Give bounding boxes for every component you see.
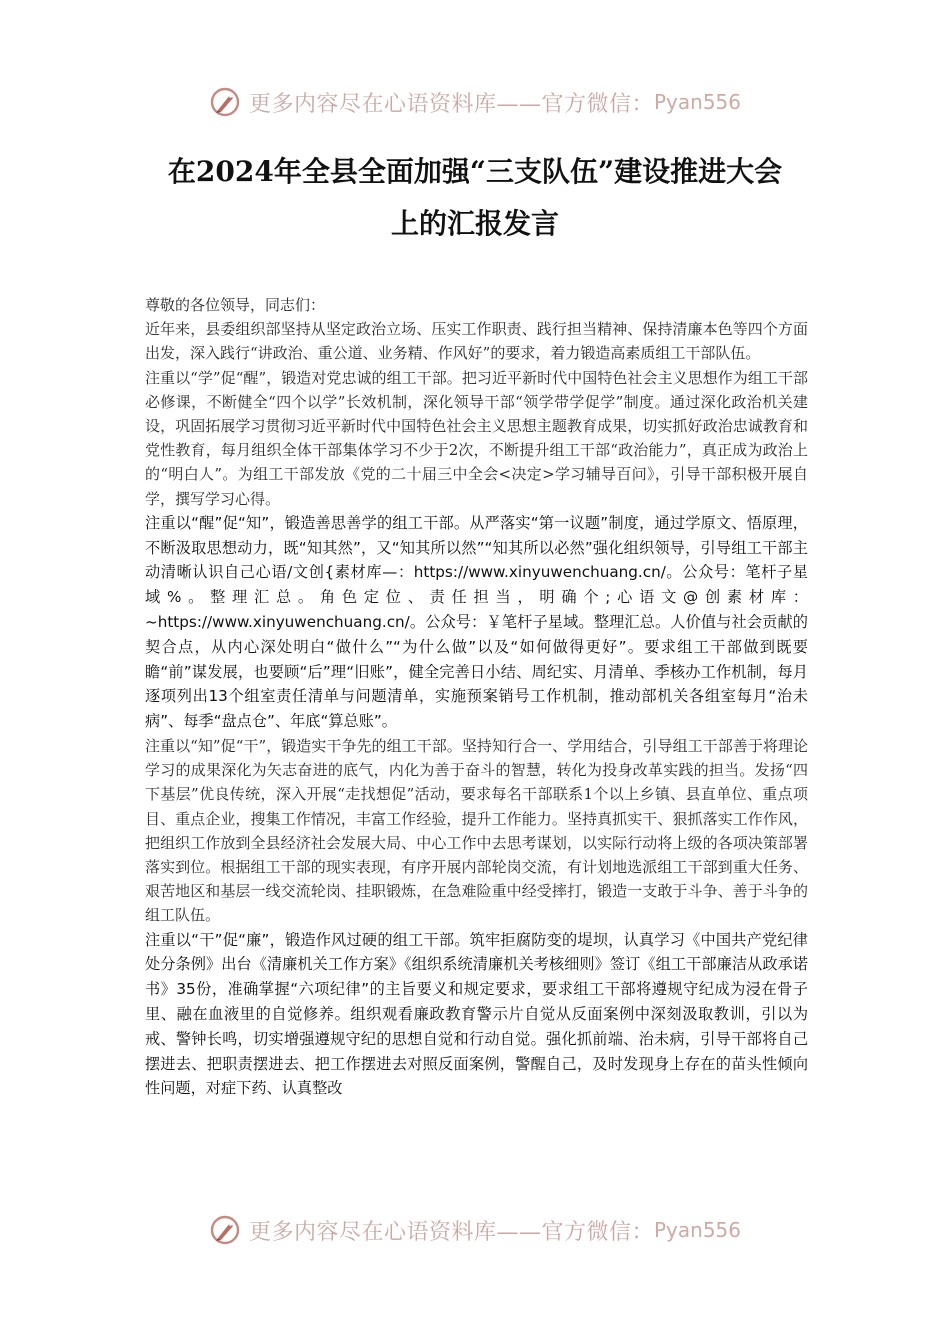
paragraph-knowledge: 注重以“知”促“干”，锻造实干争先的组工干部。坚持知行合一、学用结合，引导组工干部善于将理论学习的成果深化为矢志奋进的底气，内化为善于奋斗的智慧，转化为投身改革实践的担当。发扬“四下基层”优良传统，深入开展“走找想促”活动，要求每名干部联系1个以上乡镇、县直单位、重点项目、重点企业，搜集工作情况，丰富工作经验，提升工作能力。坚持真抓实干、狠抓落实工作作风，把组织工作放到全县经济社会发展大局、中心工作中去思考谋划，以实际行动将上级的各项决策部署落实到位。根据组工干部的现实表现，有序开展内部轮岗交流，有计划地选派组工干部到重大任务、艰苦地区和基层一线交流轮岗、挂职锻炼，在急难险重中经受摔打，锻造一支敢于斗争、善于斗争的组工队伍。 [145, 737, 808, 925]
paragraph-integrity: 注重以“干”促“廉”，锻造作风过硬的组工干部。筑牢拒腐防变的堤坝，认真学习《中国共产党纪律处分条例》出台《清廉机关工作方案》《组织系统清廉机关考核细则》签订《组工干部廉洁从政承诺书》35份，准确掌握“六项纪律”的主旨要义和规定要求，要求组工干部将遵规守纪成为浸在骨子里、融在血液里的自觉修养。组织观看廉政教育警示片自觉从反面案例中深刻汲取教训，引以为戒、警钟长鸣，切实增强遵规守纪的思想自觉和行动自觉。强化抓前端、治未病，引导干部将自己摆进去、把职责摆进去、把工作摆进去对照反面案例，警醒自己，及时发现身上存在的苗头性倾向性问题，对症下药、认真整改 [145, 930, 808, 1098]
document-body [145, 293, 808, 1101]
paragraph-intro: 近年来，县委组织部坚持从坚定政治立场、压实工作职责、践行担当精神、保持清廉本色等四个方面出发，深入践行“讲政治、重公道、业务精、作风好”的要求，着力锻造高素质组工干部队伍。 [145, 320, 808, 363]
pen-nib-logo-icon [209, 1214, 241, 1246]
watermark-text: 更多内容尽在心语资料库——官方微信： [248, 91, 654, 117]
watermark-contact: Pyan556 [654, 90, 742, 114]
watermark-banner-bottom [0, 1206, 950, 1254]
salutation: 尊敬的各位领导，同志们： [145, 296, 326, 314]
paragraph-study: 注重以“学”促“醒”，锻造对党忠诚的组工干部。把习近平新时代中国特色社会主义思想作为组工干部必修课，不断健全“四个以学”长效机制，深化领导干部“领学带学促学”制度。通过深化政治机关建设，巩固拓展学习贯彻习近平新时代中国特色社会主义思想主题教育成果，切实抓好政治忠诚教育和党性教育，每月组织全体干部集体学习不少于2次，不断提升组工干部“政治能力”，真正成为政治上的“明白人”。为组工干部发放《党的二十届三中全会<决定>学习辅导百问》，引导干部积极开展自学，撰写学习心得。 [145, 368, 808, 508]
pen-nib-logo-icon [209, 86, 241, 118]
watermark-contact: Pyan556 [654, 1218, 742, 1242]
watermark-banner-top [0, 78, 950, 126]
watermark-text: 更多内容尽在心语资料库——官方微信： [248, 1219, 654, 1245]
document-title [130, 146, 820, 250]
paragraph-awaken: 注重以“醒”促“知”，锻造善思善学的组工干部。从严落实“第一议题”制度，通过学原文、悟原理，不断汲取思想动力，既“知其然”，又“知其所以然”“知其所以必然”强化组织领导，引导组工干部主动清晰认识自己心语/文创{素材库—：https://www.xinyuwenchuang.cn/。公众号：笔杆子星域%。整理汇总。角色定位、责任担当，明确个;心语文@创素材库：~https://www.xinyuwenchuang.cn/。公众号：￥笔杆子星域。整理汇总。人价值与社会贡献的契合点，从内心深处明白“做什么”“为什么做”以及“如何做得更好”。要求组工干部做到既要瞻“前”谋发展，也要顾“后”理“旧账”，健全完善日小结、周纪实、月清单、季核办工作机制，每月逐项列出13个组室责任清单与问题清单，实施预案销号工作机制，推动部机关各组室每月“治未病”、每季“盘点仓”、年底“算总账”。 [145, 513, 808, 731]
title-line-2: 上的汇报发言 [390, 207, 559, 240]
title-line-1: 在2024年全县全面加强“三支队伍”建设推进大会 [167, 155, 783, 188]
